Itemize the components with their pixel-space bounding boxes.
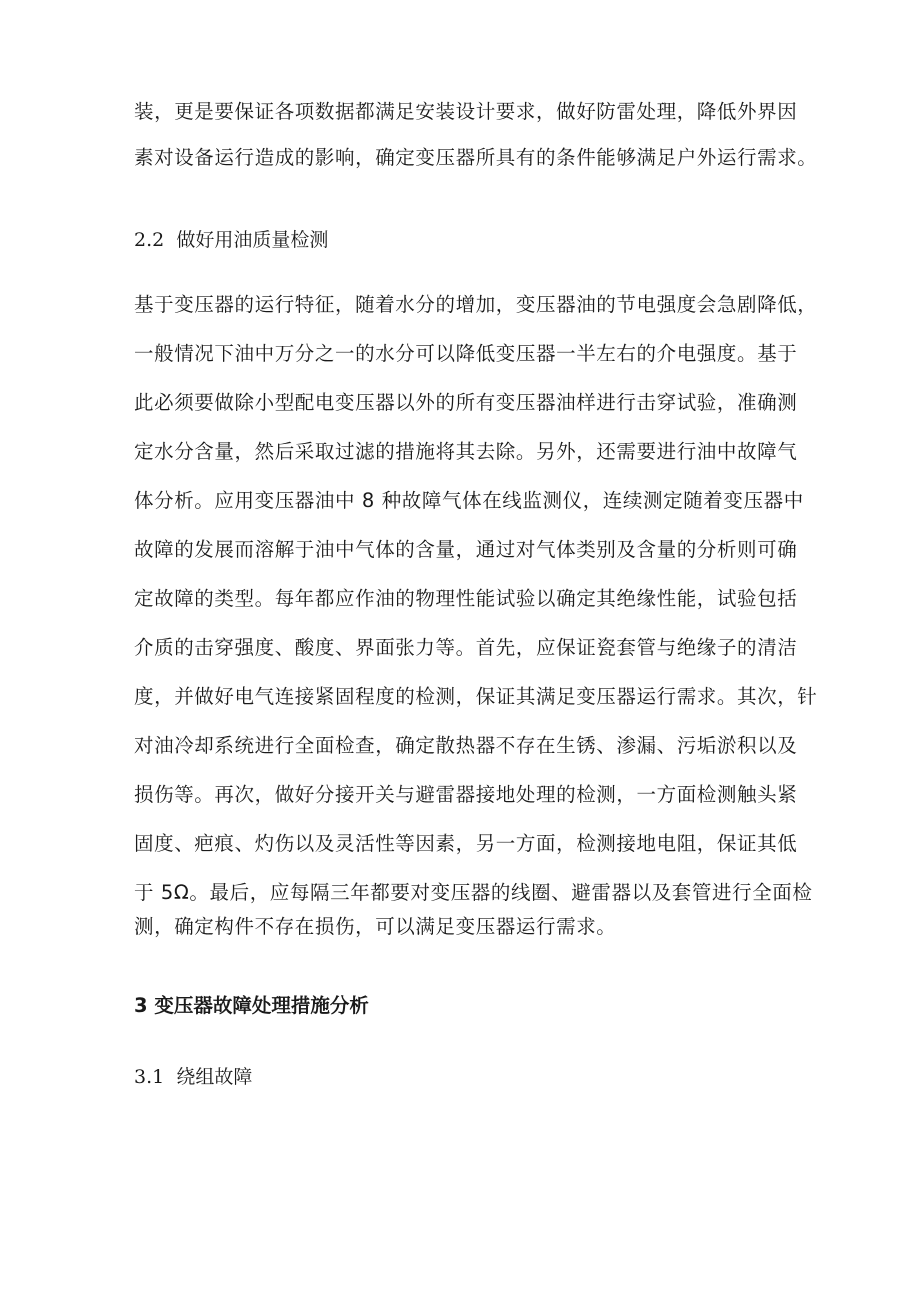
text-line: 此必须要做除小型配电变压器以外的所有变压器油样进行击穿试验，准确测 xyxy=(134,391,798,414)
text-line: 度，并做好电气连接紧固程度的检测，保证其满足变压器运行需求。其次，针 xyxy=(134,685,818,708)
text-line: 体分析。应用变压器油中 8 种故障气体在线监测仪，连续测定随着变压器中 xyxy=(134,489,804,512)
text-line: 介质的击穿强度、酸度、界面张力等。首先，应保证瓷套管与绝缘子的清洁 xyxy=(134,636,798,659)
text-line: 定水分含量，然后采取过滤的措施将其去除。另外，还需要进行油中故障气 xyxy=(134,440,798,463)
text-line: 素对设备运行造成的影响，确定变压器所具有的条件能够满足户外运行需求。 xyxy=(134,146,818,169)
section-heading-3-1 xyxy=(134,1065,252,1089)
section-number: 3.1 xyxy=(134,1066,165,1088)
section-number: 2.2 xyxy=(134,229,165,251)
section-heading-2-2 xyxy=(134,228,328,252)
section-title: 变压器故障处理措施分析 xyxy=(154,994,369,1017)
text-line: 于 5Ω。最后，应每隔三年都要对变压器的线圈、避雷器以及套管进行全面检 xyxy=(134,881,813,904)
section-title: 做好用油质量检测 xyxy=(176,229,329,251)
text-line: 故障的发展而溶解于油中气体的含量，通过对气体类别及含量的分析则可确 xyxy=(134,538,798,561)
text-line: 对油冷却系统进行全面检查，确定散热器不存在生锈、渗漏、污垢淤积以及 xyxy=(134,734,798,757)
section-heading-3 xyxy=(134,994,369,1018)
section-title: 绕组故障 xyxy=(176,1066,253,1088)
text-line: 基于变压器的运行特征，随着水分的增加，变压器油的节电强度会急剧降低， xyxy=(134,293,818,316)
section-number: 3 xyxy=(134,994,148,1017)
text-line: 测，确定构件不存在损伤，可以满足变压器运行需求。 xyxy=(134,915,617,938)
text-line: 一般情况下油中万分之一的水分可以降低变压器一半左右的介电强度。基于 xyxy=(134,342,798,365)
text-line: 定故障的类型。每年都应作油的物理性能试验以确定其绝缘性能，试验包括 xyxy=(134,587,798,610)
text-line: 损伤等。再次，做好分接开关与避雷器接地处理的检测，一方面检测触头紧 xyxy=(134,783,798,806)
text-line: 装，更是要保证各项数据都满足安装设计要求，做好防雷处理，降低外界因 xyxy=(134,100,798,123)
text-line: 固度、疤痕、灼伤以及灵活性等因素，另一方面，检测接地电阻，保证其低 xyxy=(134,832,798,855)
